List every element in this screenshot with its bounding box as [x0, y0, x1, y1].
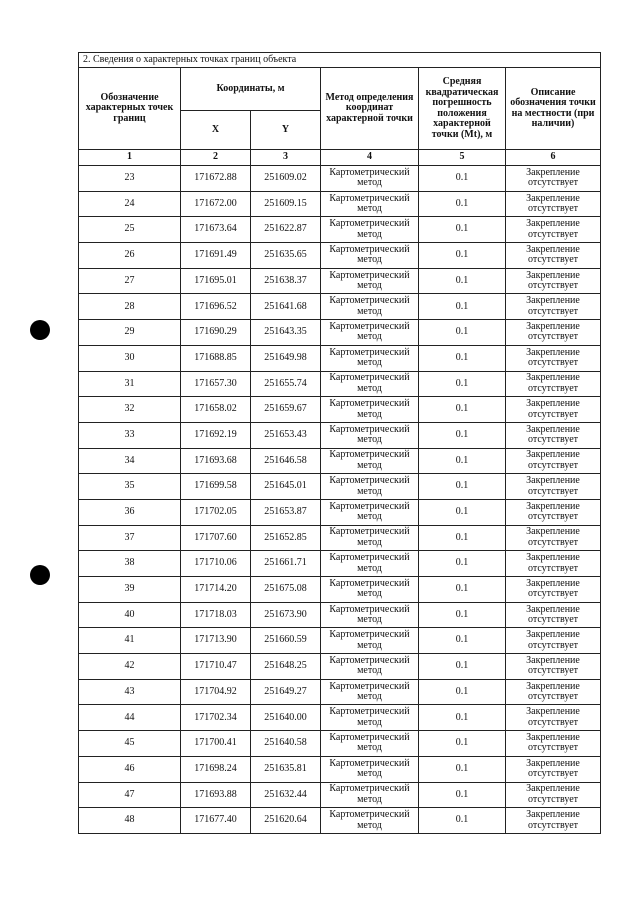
cell-point-number: 35 — [79, 474, 181, 500]
cell-y: 251673.90 — [251, 602, 321, 628]
cell-x: 171707.60 — [181, 525, 251, 551]
table-row — [79, 166, 601, 192]
header-x: X — [181, 111, 251, 150]
binder-hole-top — [30, 320, 50, 340]
cell-y: 251653.43 — [251, 422, 321, 448]
cell-error: 0.1 — [419, 602, 506, 628]
cell-method: Картометрический метод — [321, 731, 419, 757]
cell-error: 0.1 — [419, 756, 506, 782]
cell-description: Закрепление отсутствует — [506, 654, 601, 680]
cell-error: 0.1 — [419, 422, 506, 448]
column-number: 1 — [79, 150, 181, 166]
cell-x: 171657.30 — [181, 371, 251, 397]
cell-y: 251649.98 — [251, 345, 321, 371]
cell-error: 0.1 — [419, 705, 506, 731]
cell-method: Картометрический метод — [321, 705, 419, 731]
cell-x: 171702.05 — [181, 499, 251, 525]
cell-description: Закрепление отсутствует — [506, 448, 601, 474]
cell-method: Картометрический метод — [321, 654, 419, 680]
cell-error: 0.1 — [419, 525, 506, 551]
cell-method: Картометрический метод — [321, 268, 419, 294]
cell-y: 251620.64 — [251, 808, 321, 834]
cell-method: Картометрический метод — [321, 679, 419, 705]
cell-error: 0.1 — [419, 345, 506, 371]
cell-description: Закрепление отсутствует — [506, 345, 601, 371]
table-row — [79, 268, 601, 294]
cell-x: 171658.02 — [181, 397, 251, 423]
cell-description: Закрепление отсутствует — [506, 551, 601, 577]
cell-point-number: 34 — [79, 448, 181, 474]
cell-point-number: 37 — [79, 525, 181, 551]
table-row — [79, 499, 601, 525]
cell-y: 251659.67 — [251, 397, 321, 423]
cell-method: Картометрический метод — [321, 628, 419, 654]
cell-error: 0.1 — [419, 294, 506, 320]
column-number: 2 — [181, 150, 251, 166]
cell-point-number: 42 — [79, 654, 181, 680]
cell-description: Закрепление отсутствует — [506, 294, 601, 320]
cell-method: Картометрический метод — [321, 422, 419, 448]
cell-method: Картометрический метод — [321, 525, 419, 551]
cell-point-number: 40 — [79, 602, 181, 628]
table-row — [79, 448, 601, 474]
cell-description: Закрепление отсутствует — [506, 243, 601, 269]
column-number: 5 — [419, 150, 506, 166]
table-row — [79, 397, 601, 423]
cell-error: 0.1 — [419, 499, 506, 525]
cell-method: Картометрический метод — [321, 756, 419, 782]
cell-error: 0.1 — [419, 679, 506, 705]
table-row — [79, 756, 601, 782]
cell-point-number: 30 — [79, 345, 181, 371]
cell-description: Закрепление отсутствует — [506, 705, 601, 731]
cell-x: 171696.52 — [181, 294, 251, 320]
cell-point-number: 28 — [79, 294, 181, 320]
table-row — [79, 525, 601, 551]
cell-error: 0.1 — [419, 782, 506, 808]
cell-description: Закрепление отсутствует — [506, 217, 601, 243]
cell-error: 0.1 — [419, 166, 506, 192]
table-row — [79, 731, 601, 757]
cell-error: 0.1 — [419, 371, 506, 397]
cell-y: 251622.87 — [251, 217, 321, 243]
header-description: Описание обозначения точки на местности (при наличии) — [506, 68, 601, 150]
cell-point-number: 32 — [79, 397, 181, 423]
cell-y: 251645.01 — [251, 474, 321, 500]
cell-method: Картометрический метод — [321, 551, 419, 577]
table-row — [79, 474, 601, 500]
cell-point-number: 38 — [79, 551, 181, 577]
cell-description: Закрепление отсутствует — [506, 191, 601, 217]
cell-description: Закрепление отсутствует — [506, 731, 601, 757]
binder-hole-bottom — [30, 565, 50, 585]
cell-description: Закрепление отсутствует — [506, 397, 601, 423]
table-row — [79, 679, 601, 705]
cell-method: Картометрический метод — [321, 371, 419, 397]
cell-y: 251638.37 — [251, 268, 321, 294]
table-row — [79, 294, 601, 320]
column-number: 3 — [251, 150, 321, 166]
cell-y: 251661.71 — [251, 551, 321, 577]
cell-y: 251609.15 — [251, 191, 321, 217]
cell-error: 0.1 — [419, 397, 506, 423]
cell-y: 251652.85 — [251, 525, 321, 551]
cell-description: Закрепление отсутствует — [506, 782, 601, 808]
cell-description: Закрепление отсутствует — [506, 525, 601, 551]
cell-y: 251635.65 — [251, 243, 321, 269]
cell-error: 0.1 — [419, 320, 506, 346]
header-coordinates: Координаты, м — [181, 68, 321, 111]
cell-description: Закрепление отсутствует — [506, 320, 601, 346]
cell-y: 251646.58 — [251, 448, 321, 474]
cell-point-number: 29 — [79, 320, 181, 346]
cell-error: 0.1 — [419, 191, 506, 217]
cell-x: 171672.00 — [181, 191, 251, 217]
cell-x: 171713.90 — [181, 628, 251, 654]
cell-point-number: 36 — [79, 499, 181, 525]
cell-y: 251655.74 — [251, 371, 321, 397]
cell-description: Закрепление отсутствует — [506, 268, 601, 294]
cell-y: 251675.08 — [251, 577, 321, 603]
cell-x: 171673.64 — [181, 217, 251, 243]
cell-error: 0.1 — [419, 628, 506, 654]
boundary-points-table — [78, 52, 601, 834]
cell-x: 171693.88 — [181, 782, 251, 808]
cell-x: 171714.20 — [181, 577, 251, 603]
table-row — [79, 628, 601, 654]
cell-point-number: 25 — [79, 217, 181, 243]
cell-point-number: 39 — [79, 577, 181, 603]
column-number: 4 — [321, 150, 419, 166]
cell-point-number: 43 — [79, 679, 181, 705]
cell-error: 0.1 — [419, 448, 506, 474]
cell-y: 251643.35 — [251, 320, 321, 346]
cell-x: 171718.03 — [181, 602, 251, 628]
cell-y: 251609.02 — [251, 166, 321, 192]
cell-x: 171688.85 — [181, 345, 251, 371]
cell-point-number: 45 — [79, 731, 181, 757]
cell-method: Картометрический метод — [321, 166, 419, 192]
cell-x: 171702.34 — [181, 705, 251, 731]
cell-x: 171699.58 — [181, 474, 251, 500]
cell-x: 171700.41 — [181, 731, 251, 757]
cell-method: Картометрический метод — [321, 243, 419, 269]
cell-method: Картометрический метод — [321, 217, 419, 243]
cell-y: 251641.68 — [251, 294, 321, 320]
cell-description: Закрепление отсутствует — [506, 499, 601, 525]
table-row — [79, 808, 601, 834]
cell-point-number: 44 — [79, 705, 181, 731]
cell-description: Закрепление отсутствует — [506, 422, 601, 448]
table-row — [79, 217, 601, 243]
header-y: Y — [251, 111, 321, 150]
cell-point-number: 26 — [79, 243, 181, 269]
cell-x: 171710.06 — [181, 551, 251, 577]
cell-error: 0.1 — [419, 268, 506, 294]
cell-description: Закрепление отсутствует — [506, 756, 601, 782]
cell-method: Картометрический метод — [321, 294, 419, 320]
table-row — [79, 705, 601, 731]
cell-description: Закрепление отсутствует — [506, 371, 601, 397]
cell-y: 251653.87 — [251, 499, 321, 525]
cell-method: Картометрический метод — [321, 782, 419, 808]
cell-x: 171691.49 — [181, 243, 251, 269]
cell-method: Картометрический метод — [321, 448, 419, 474]
cell-point-number: 33 — [79, 422, 181, 448]
cell-x: 171695.01 — [181, 268, 251, 294]
cell-method: Картометрический метод — [321, 474, 419, 500]
cell-y: 251660.59 — [251, 628, 321, 654]
cell-method: Картометрический метод — [321, 499, 419, 525]
cell-x: 171693.68 — [181, 448, 251, 474]
cell-x: 171677.40 — [181, 808, 251, 834]
cell-point-number: 27 — [79, 268, 181, 294]
cell-method: Картометрический метод — [321, 320, 419, 346]
table-row — [79, 320, 601, 346]
table-row — [79, 345, 601, 371]
cell-y: 251632.44 — [251, 782, 321, 808]
cell-method: Картометрический метод — [321, 808, 419, 834]
cell-x: 171698.24 — [181, 756, 251, 782]
cell-error: 0.1 — [419, 654, 506, 680]
cell-x: 171710.47 — [181, 654, 251, 680]
table-row — [79, 371, 601, 397]
cell-point-number: 48 — [79, 808, 181, 834]
table-row — [79, 243, 601, 269]
cell-method: Картометрический метод — [321, 602, 419, 628]
cell-y: 251640.00 — [251, 705, 321, 731]
header-method: Метод определения координат характерной точки — [321, 68, 419, 150]
cell-point-number: 23 — [79, 166, 181, 192]
table-row — [79, 551, 601, 577]
cell-error: 0.1 — [419, 243, 506, 269]
cell-y: 251635.81 — [251, 756, 321, 782]
table-row — [79, 782, 601, 808]
header-error: Средняя квадратическая погрешность положения характерной точки (Mt), м — [419, 68, 506, 150]
cell-description: Закрепление отсутствует — [506, 166, 601, 192]
cell-description: Закрепление отсутствует — [506, 808, 601, 834]
cell-description: Закрепление отсутствует — [506, 628, 601, 654]
cell-method: Картометрический метод — [321, 191, 419, 217]
cell-x: 171692.19 — [181, 422, 251, 448]
cell-y: 251649.27 — [251, 679, 321, 705]
table-row — [79, 191, 601, 217]
cell-description: Закрепление отсутствует — [506, 679, 601, 705]
cell-point-number: 31 — [79, 371, 181, 397]
cell-method: Картометрический метод — [321, 345, 419, 371]
table-row — [79, 577, 601, 603]
cell-error: 0.1 — [419, 217, 506, 243]
section-title: 2. Сведения о характерных точках границ объекта — [79, 53, 601, 68]
cell-method: Картометрический метод — [321, 577, 419, 603]
cell-description: Закрепление отсутствует — [506, 577, 601, 603]
table-row — [79, 602, 601, 628]
cell-y: 251648.25 — [251, 654, 321, 680]
header-point-designation: Обозначение характерных точек границ — [79, 68, 181, 150]
cell-error: 0.1 — [419, 551, 506, 577]
cell-point-number: 47 — [79, 782, 181, 808]
cell-point-number: 46 — [79, 756, 181, 782]
table-row — [79, 422, 601, 448]
cell-error: 0.1 — [419, 577, 506, 603]
cell-error: 0.1 — [419, 474, 506, 500]
cell-error: 0.1 — [419, 731, 506, 757]
cell-y: 251640.58 — [251, 731, 321, 757]
cell-x: 171704.92 — [181, 679, 251, 705]
cell-point-number: 41 — [79, 628, 181, 654]
cell-description: Закрепление отсутствует — [506, 602, 601, 628]
table-row — [79, 654, 601, 680]
column-number: 6 — [506, 150, 601, 166]
cell-method: Картометрический метод — [321, 397, 419, 423]
cell-point-number: 24 — [79, 191, 181, 217]
cell-x: 171672.88 — [181, 166, 251, 192]
cell-description: Закрепление отсутствует — [506, 474, 601, 500]
cell-error: 0.1 — [419, 808, 506, 834]
cell-x: 171690.29 — [181, 320, 251, 346]
